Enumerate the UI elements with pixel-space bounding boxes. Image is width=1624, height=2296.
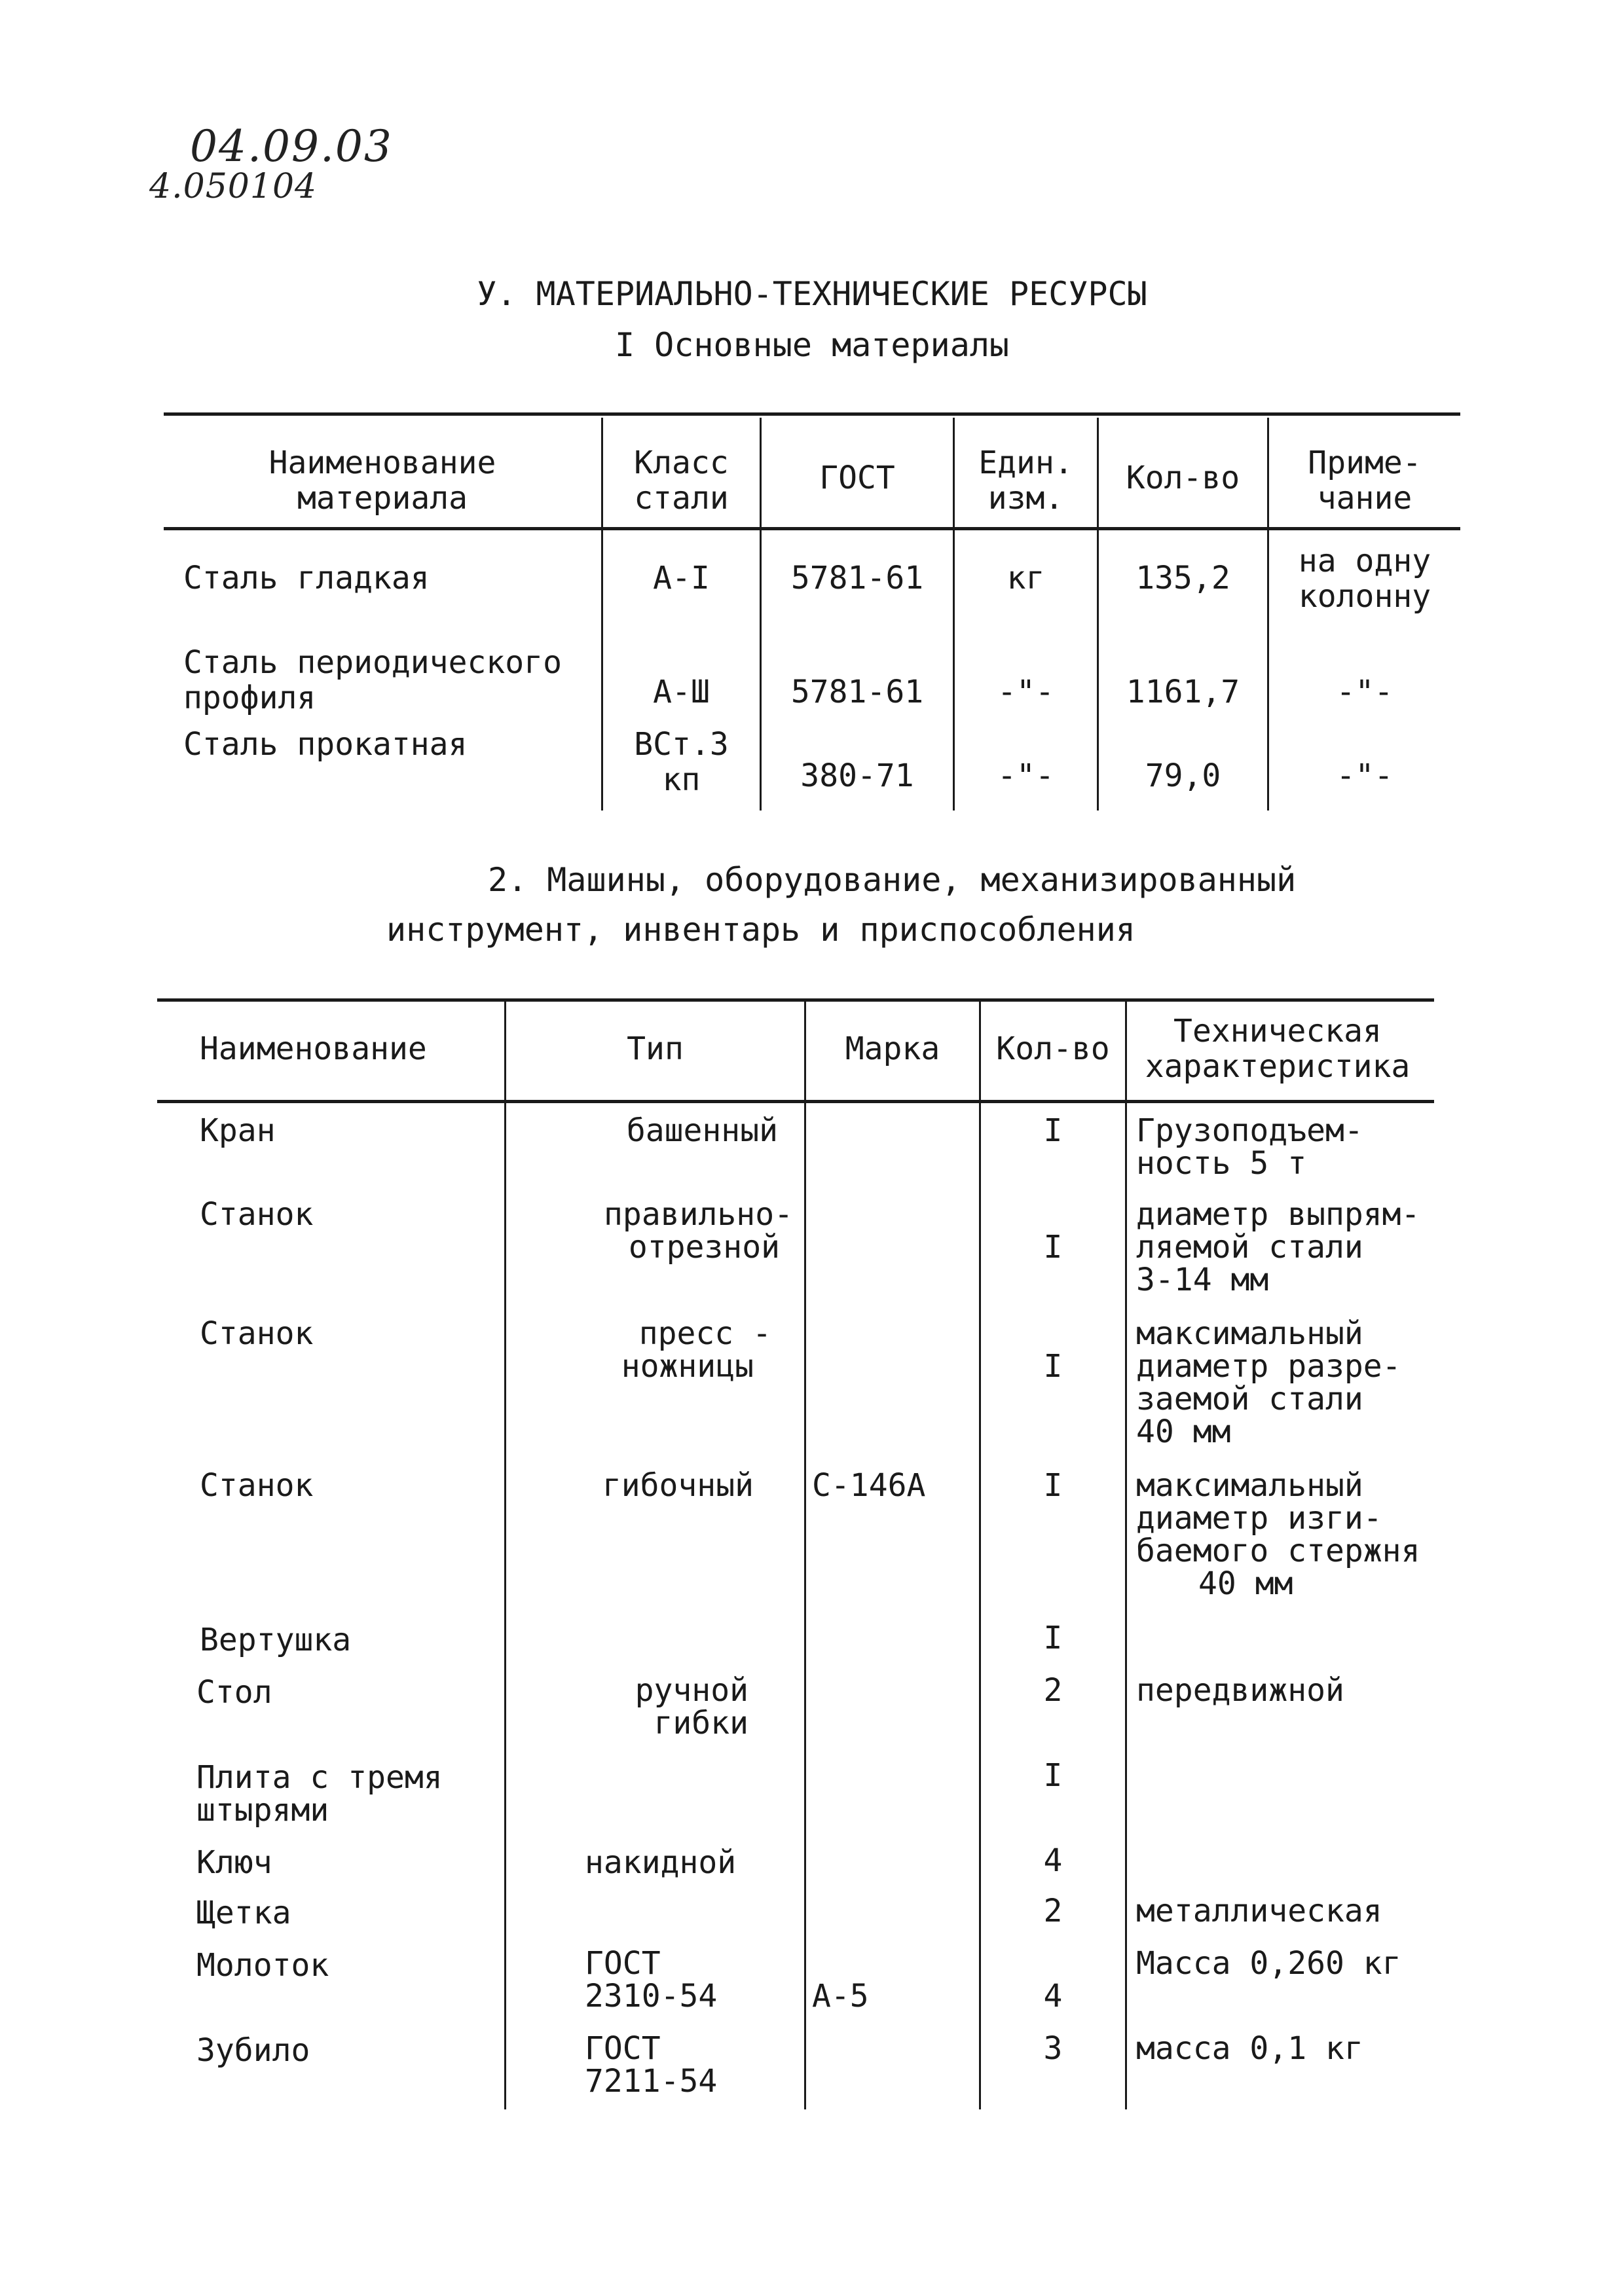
table2-row-type: 2310-54 [585, 1978, 718, 2014]
table2-row-char: максимальный [1136, 1315, 1363, 1352]
table1-row-name: Сталь прокатная [183, 726, 468, 763]
table2-row-name: Стол [196, 1674, 272, 1711]
table2-row-qty: 4 [1043, 1842, 1063, 1879]
table2-row-type: гибки [654, 1705, 748, 1741]
table2-header-mark: Марка [845, 1030, 940, 1067]
table2-col-divider [504, 1002, 506, 2109]
table2-row-qty: I [1043, 1757, 1063, 1794]
table2-row-qty: 4 [1043, 1978, 1063, 2014]
table2-header-char: Техническая [1173, 1013, 1382, 1049]
handwritten-code-1: 04.09.03 [190, 121, 393, 172]
table2-row-char: заемой стали [1136, 1381, 1363, 1417]
table1-header-unit: изм. [987, 480, 1064, 517]
table2-header-char: характеристика [1145, 1048, 1411, 1085]
table2-row-char: металлическая [1136, 1893, 1382, 1929]
table2-header-rule [157, 1100, 1434, 1103]
table1-row-name: Сталь гладкая [183, 560, 430, 596]
table2-row-char: диаметр выпрям- [1136, 1196, 1420, 1233]
table2-row-type: пресс - [638, 1315, 771, 1352]
table2-top-rule [157, 998, 1434, 1002]
table2-row-qty: I [1043, 1620, 1063, 1656]
table2-col-divider [979, 1002, 981, 2109]
section-title: У. МАТЕРИАЛЬНО-ТЕХНИЧЕСКИЕ РЕСУРСЫ [477, 275, 1147, 313]
table1-row-class: А-I [653, 560, 710, 596]
table2-row-char: максимальный [1136, 1467, 1363, 1504]
table2-col-divider [804, 1002, 806, 2109]
table2-row-mark: С-146А [812, 1467, 926, 1504]
table1-row-class: ВСт.3 [634, 726, 729, 763]
table2-row-char: 40 мм [1198, 1565, 1293, 1602]
table2-row-qty: I [1043, 1348, 1063, 1385]
table2-row-char: масса 0,1 кг [1136, 2030, 1363, 2067]
table1-row-note: колонну [1298, 578, 1431, 615]
table2-row-name: Станок [200, 1315, 314, 1352]
subsection-1-title: I Основные материалы [614, 326, 1010, 364]
table1-row-gost: 5781-61 [790, 674, 924, 710]
table1-row-note: -"- [1336, 674, 1393, 710]
table1-top-rule [164, 412, 1460, 416]
table2-row-type: гибочный [602, 1467, 754, 1504]
table2-row-char: 40 мм [1136, 1413, 1231, 1450]
table2-row-qty: 2 [1043, 1893, 1063, 1929]
table2-row-type: правильно- [604, 1196, 793, 1233]
table2-row-char: диаметр разре- [1136, 1348, 1401, 1385]
table2-row-type: 7211-54 [585, 2063, 718, 2100]
table1-header-unit: Един. [978, 445, 1073, 481]
table1-header-class: Класс [634, 445, 729, 481]
table2-row-type: отрезной [628, 1229, 780, 1266]
table1-row-gost: 380-71 [800, 757, 914, 794]
table1-header-rule [164, 527, 1460, 530]
table1-header-class: стали [634, 480, 729, 517]
table2-row-name: Станок [200, 1196, 314, 1233]
table1-row-class: А-Ш [653, 674, 710, 710]
table1-row-unit: кг [1006, 560, 1045, 596]
subsection-2-title-line1: 2. Машины, оборудование, механизированный [488, 861, 1297, 899]
table1-row-qty: 135,2 [1135, 560, 1230, 596]
table1-row-qty: 1161,7 [1126, 674, 1240, 710]
table1-row-name: профиля [183, 680, 316, 716]
table2-row-name: Станок [200, 1467, 314, 1504]
table2-header-name: Наименование [200, 1030, 427, 1067]
table2-row-char: ляемой стали [1136, 1229, 1363, 1266]
table1-header-name: материала [297, 480, 468, 517]
table2-row-char: 3-14 мм [1136, 1262, 1269, 1298]
table1-row-unit: -"- [997, 757, 1054, 794]
table2-header-type: Тип [627, 1030, 684, 1067]
table1-row-gost: 5781-61 [790, 560, 924, 596]
table1-header-gost: ГОСТ [819, 460, 895, 496]
table1-row-note: на одну [1298, 543, 1431, 579]
table2-row-name: Ключ [196, 1844, 272, 1881]
table2-row-char: передвижной [1136, 1672, 1344, 1709]
table2-row-qty: 2 [1043, 1672, 1063, 1709]
table1-row-unit: -"- [997, 674, 1054, 710]
table2-row-name: Плита с тремя [196, 1759, 443, 1796]
table2-row-name: Кран [200, 1112, 276, 1149]
subsection-2-title-line2: инструмент, инвентарь и приспособления [386, 911, 1135, 949]
table1-header-qty: Кол-во [1126, 460, 1240, 496]
table2-header-qty: Кол-во [996, 1030, 1110, 1067]
table2-row-qty: I [1043, 1229, 1063, 1266]
table2-row-type: ГОСТ [585, 1945, 661, 1982]
table1-header-name: Наименование [268, 445, 496, 481]
table2-row-type: накидной [585, 1844, 737, 1881]
table1-header-note: чание [1317, 480, 1412, 517]
table2-row-char: баемого стержня [1136, 1533, 1420, 1569]
table2-row-mark: А-5 [812, 1978, 869, 2014]
table2-row-char: Масса 0,260 кг [1136, 1945, 1401, 1982]
table2-row-type: ГОСТ [585, 2030, 661, 2067]
table1-row-qty: 79,0 [1145, 757, 1221, 794]
table2-row-name: штырями [196, 1792, 329, 1829]
table2-row-char: диаметр изги- [1136, 1500, 1382, 1537]
table1-row-name: Сталь периодического [183, 644, 562, 681]
table2-row-type: ножницы [621, 1348, 754, 1385]
table2-row-char: ность 5 т [1136, 1145, 1307, 1182]
table2-row-name: Вертушка [200, 1622, 352, 1658]
table2-row-type: ручной [635, 1672, 748, 1709]
table2-row-name: Молоток [196, 1947, 329, 1984]
table1-row-class: кп [662, 761, 701, 798]
handwritten-code-2: 4.050104 [149, 167, 318, 206]
table2-row-name: Щетка [196, 1895, 291, 1931]
table2-row-qty: I [1043, 1112, 1063, 1149]
table2-row-char: Грузоподъем- [1136, 1112, 1363, 1149]
table2-row-name: Зубило [196, 2032, 310, 2069]
table2-row-type: башенный [626, 1112, 778, 1149]
table1-header-note: Приме- [1308, 445, 1422, 481]
table2-col-divider [1125, 1002, 1127, 2109]
table1-row-note: -"- [1336, 757, 1393, 794]
table2-row-qty: 3 [1043, 2030, 1063, 2067]
table2-row-qty: I [1043, 1467, 1063, 1504]
